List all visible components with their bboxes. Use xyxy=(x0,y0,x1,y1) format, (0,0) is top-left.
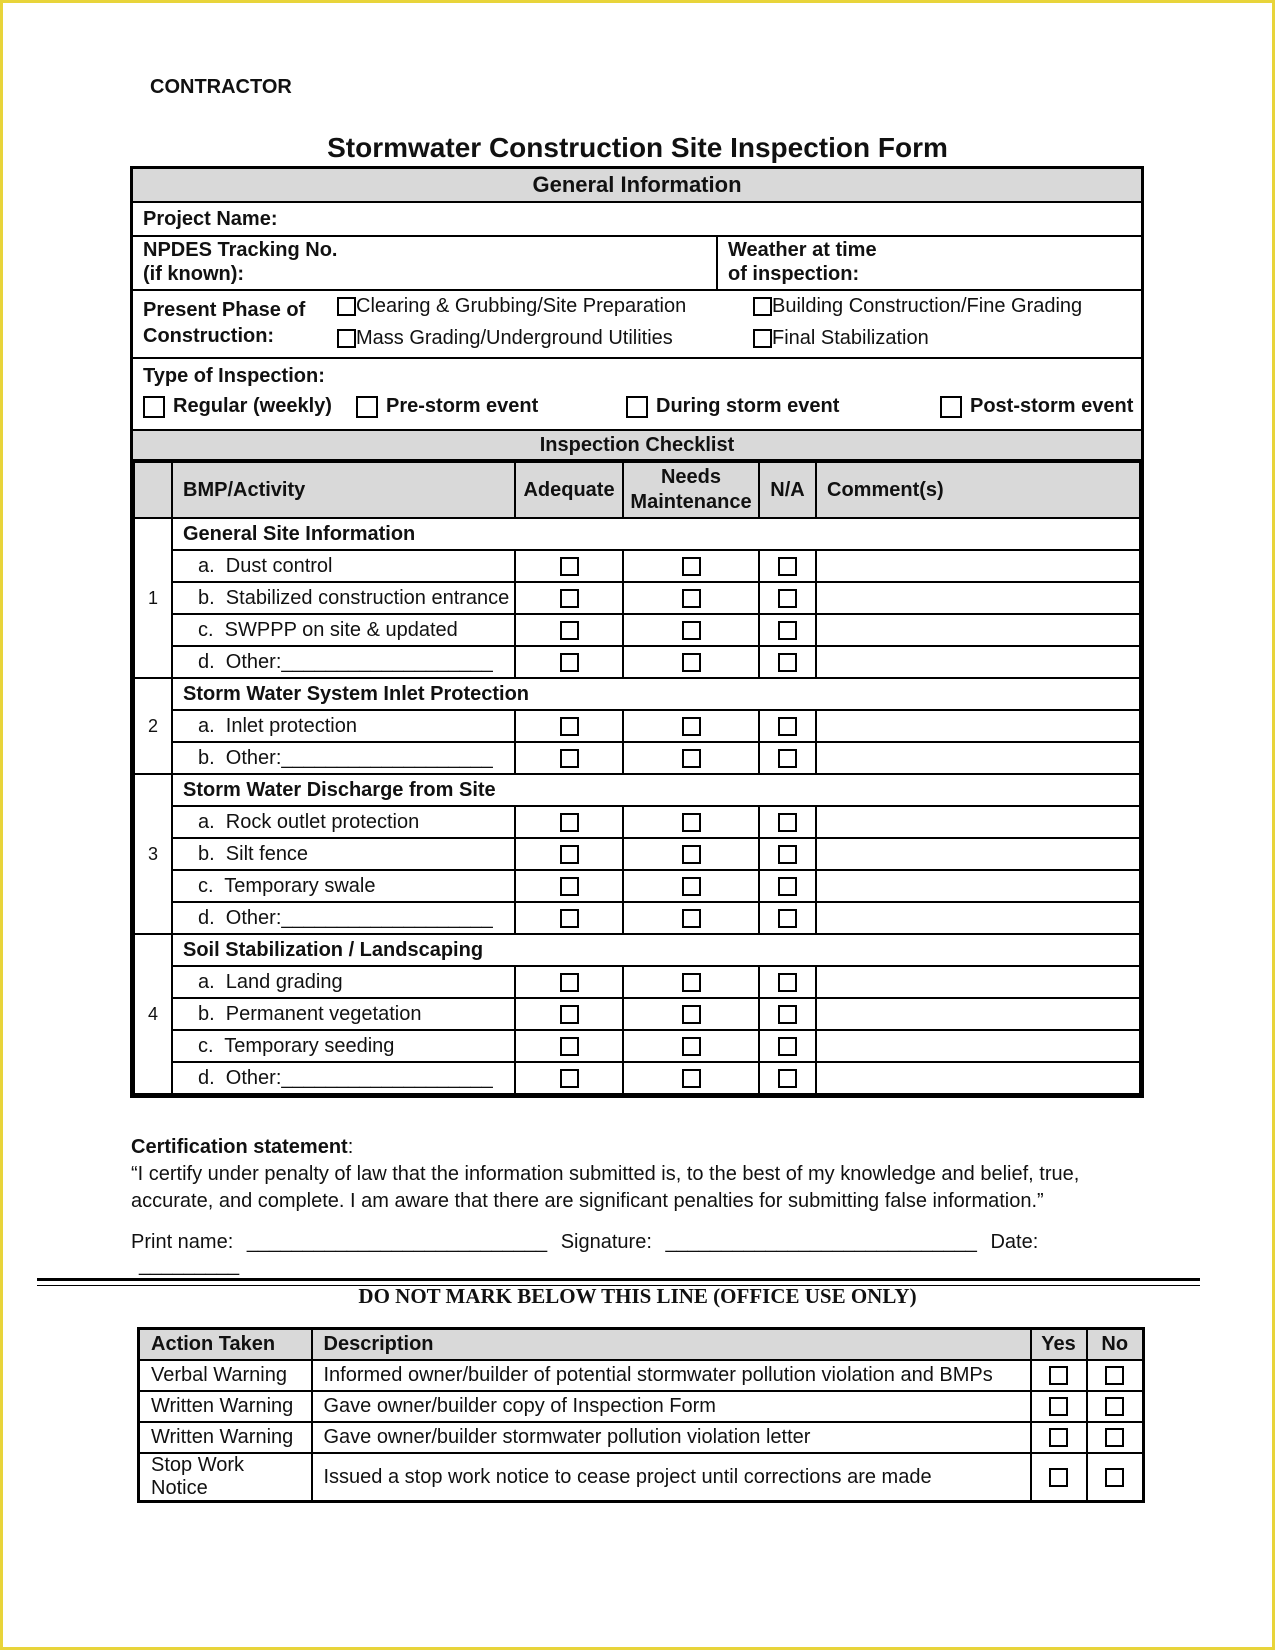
checklist-item-row xyxy=(134,838,1140,870)
checklist-item-row xyxy=(134,646,1140,678)
checklist-body xyxy=(134,518,1140,1094)
checkbox[interactable] xyxy=(778,589,797,608)
na-cell xyxy=(759,1030,816,1062)
adequate-cell xyxy=(515,1030,623,1062)
checklist-item-row xyxy=(134,1062,1140,1094)
checkbox[interactable] xyxy=(1049,1366,1068,1385)
adequate-cell xyxy=(515,806,623,838)
checklist-item-label: c. SWPPP on site & updated xyxy=(172,614,515,646)
npdes-label-line2: (if known): xyxy=(143,263,245,285)
comment-field[interactable] xyxy=(816,742,1140,774)
npdes-label-line1: NPDES Tracking No. xyxy=(143,239,338,261)
needs-maintenance-cell xyxy=(623,806,759,838)
group-number: 3 xyxy=(134,774,172,934)
na-cell xyxy=(759,902,816,934)
comment-field[interactable] xyxy=(816,582,1140,614)
checkbox[interactable] xyxy=(778,749,797,768)
group-title: General Site Information xyxy=(172,518,1140,550)
description-cell: Gave owner/builder stormwater pollution violation letter xyxy=(312,1422,1031,1453)
date-field[interactable]: _________ xyxy=(139,1254,240,1276)
checkbox[interactable] xyxy=(778,1037,797,1056)
comments-header: Comment(s) xyxy=(816,462,1140,518)
needs-maintenance-cell xyxy=(623,998,759,1030)
needs-maintenance-cell xyxy=(623,742,759,774)
checkbox[interactable] xyxy=(682,877,701,896)
checklist-item-label: a. Rock outlet protection xyxy=(172,806,515,838)
checkbox[interactable] xyxy=(560,653,579,672)
checkbox[interactable] xyxy=(778,813,797,832)
comment-field[interactable] xyxy=(816,1030,1140,1062)
checklist-item-label: d. Other:___________________ xyxy=(172,1062,515,1094)
checkbox[interactable] xyxy=(778,653,797,672)
weather-field[interactable] xyxy=(718,237,887,289)
adequate-cell xyxy=(515,1062,623,1094)
office-header-row xyxy=(139,1329,1144,1361)
comment-field[interactable] xyxy=(816,806,1140,838)
weather-label-line1: Weather at time xyxy=(728,239,877,261)
comment-field[interactable] xyxy=(816,710,1140,742)
na-cell xyxy=(759,1062,816,1094)
phase-option-final-stabilization[interactable]: Final Stabilization xyxy=(753,327,929,350)
checklist-item-row xyxy=(134,710,1140,742)
checklist-item-row xyxy=(134,870,1140,902)
needs-maintenance-cell xyxy=(623,870,759,902)
group-title: Storm Water Discharge from Site xyxy=(172,774,1140,806)
checkbox[interactable] xyxy=(682,621,701,640)
type-option-post-storm[interactable]: Post-storm event xyxy=(940,395,1133,418)
comment-field[interactable] xyxy=(816,998,1140,1030)
na-cell xyxy=(759,614,816,646)
checkbox[interactable] xyxy=(1105,1468,1124,1487)
signature-field[interactable]: ____________________________ xyxy=(665,1231,977,1253)
action-taken-header: Action Taken xyxy=(139,1329,312,1361)
description-header: Description xyxy=(312,1329,1031,1361)
inspection-type-row xyxy=(133,359,1141,431)
na-cell xyxy=(759,806,816,838)
checklist-item-label: d. Other:___________________ xyxy=(172,646,515,678)
group-number: 2 xyxy=(134,678,172,774)
group-number: 1 xyxy=(134,518,172,678)
certification-label: Certification statement xyxy=(131,1136,348,1158)
phase-option-clearing[interactable]: Clearing & Grubbing/Site Preparation xyxy=(337,295,686,318)
checkbox[interactable] xyxy=(560,973,579,992)
office-row xyxy=(139,1422,1144,1453)
description-cell: Issued a stop work notice to cease project until corrections are made xyxy=(312,1453,1031,1502)
office-row xyxy=(139,1360,1144,1391)
checkbox[interactable] xyxy=(753,297,772,316)
checkbox[interactable] xyxy=(682,909,701,928)
checkbox[interactable] xyxy=(560,717,579,736)
certification-colon: : xyxy=(347,1136,354,1158)
group-title: Soil Stabilization / Landscaping xyxy=(172,934,1140,966)
checklist-item-row xyxy=(134,742,1140,774)
group-number: 4 xyxy=(134,934,172,1094)
needs-maintenance-cell xyxy=(623,710,759,742)
checkbox[interactable] xyxy=(682,653,701,672)
needs-maintenance-cell xyxy=(623,582,759,614)
needs-maintenance-cell xyxy=(623,1030,759,1062)
yes-cell xyxy=(1031,1391,1087,1422)
checklist-item-label: c. Temporary seeding xyxy=(172,1030,515,1062)
checkbox[interactable] xyxy=(778,621,797,640)
na-cell xyxy=(759,838,816,870)
checkbox[interactable] xyxy=(356,396,378,418)
checkbox[interactable] xyxy=(560,1005,579,1024)
needs-maintenance-cell xyxy=(623,1062,759,1094)
checkbox[interactable] xyxy=(682,557,701,576)
checkbox[interactable] xyxy=(143,396,165,418)
checkbox[interactable] xyxy=(682,1037,701,1056)
checkbox[interactable] xyxy=(560,813,579,832)
weather-label-line2: of inspection: xyxy=(728,263,860,285)
group-title-row xyxy=(134,774,1140,806)
checkbox[interactable] xyxy=(337,329,356,348)
adequate-cell xyxy=(515,742,623,774)
yes-header: Yes xyxy=(1031,1329,1087,1361)
print-name-field[interactable]: ___________________________ xyxy=(246,1231,548,1253)
comment-field[interactable] xyxy=(816,966,1140,998)
checkbox[interactable] xyxy=(682,717,701,736)
needs-maintenance-cell xyxy=(623,902,759,934)
contractor-label: CONTRACTOR xyxy=(150,76,292,98)
needs-maintenance-cell xyxy=(623,550,759,582)
checkbox[interactable] xyxy=(778,557,797,576)
checkbox[interactable] xyxy=(682,589,701,608)
action-taken-cell: Verbal Warning xyxy=(139,1360,312,1391)
comment-field[interactable] xyxy=(816,902,1140,934)
adequate-cell xyxy=(515,902,623,934)
needs-maintenance-cell xyxy=(623,838,759,870)
type-option-pre-storm[interactable]: Pre-storm event xyxy=(356,395,538,418)
activity-header: BMP/Activity xyxy=(172,462,515,518)
adequate-cell xyxy=(515,710,623,742)
adequate-cell xyxy=(515,582,623,614)
phase-option-mass-grading[interactable]: Mass Grading/Underground Utilities xyxy=(337,327,673,350)
checklist-item-row xyxy=(134,902,1140,934)
checkbox[interactable] xyxy=(682,845,701,864)
inspection-form-frame xyxy=(130,166,1144,1098)
na-cell xyxy=(759,646,816,678)
separator-line xyxy=(37,1278,1200,1281)
checkbox[interactable] xyxy=(1105,1366,1124,1385)
checklist-item-label: a. Land grading xyxy=(172,966,515,998)
description-cell: Gave owner/builder copy of Inspection Form xyxy=(312,1391,1031,1422)
checkbox[interactable] xyxy=(560,621,579,640)
checkbox[interactable] xyxy=(778,845,797,864)
phase-label-line1: Present Phase of xyxy=(143,299,306,321)
checklist-item-row xyxy=(134,966,1140,998)
needs-maintenance-cell xyxy=(623,614,759,646)
na-header: N/A xyxy=(759,462,816,518)
phase-option-building[interactable]: Building Construction/Fine Grading xyxy=(753,295,1082,318)
checkbox[interactable] xyxy=(753,329,772,348)
na-cell xyxy=(759,998,816,1030)
checkbox[interactable] xyxy=(778,717,797,736)
inspection-type-label: Type of Inspection: xyxy=(143,365,325,387)
adequate-cell xyxy=(515,614,623,646)
checkbox[interactable] xyxy=(560,589,579,608)
checkbox[interactable] xyxy=(778,1069,797,1088)
needs-maintenance-cell xyxy=(623,646,759,678)
checklist-item-label: c. Temporary swale xyxy=(172,870,515,902)
checklist-item-row xyxy=(134,550,1140,582)
checklist-header-row xyxy=(134,462,1140,518)
checkbox[interactable] xyxy=(778,973,797,992)
checkbox[interactable] xyxy=(560,1037,579,1056)
project-name-label: Project Name: xyxy=(143,208,278,230)
checkbox[interactable] xyxy=(560,557,579,576)
phase-row xyxy=(133,291,1141,359)
group-title-row xyxy=(134,518,1140,550)
checkbox[interactable] xyxy=(560,845,579,864)
action-taken-cell: Written Warning xyxy=(139,1422,312,1453)
checklist-item-label: d. Other:___________________ xyxy=(172,902,515,934)
adequate-cell xyxy=(515,870,623,902)
group-number-header xyxy=(134,462,172,518)
na-cell xyxy=(759,582,816,614)
checkbox[interactable] xyxy=(1105,1397,1124,1416)
group-title-row xyxy=(134,934,1140,966)
adequate-cell xyxy=(515,646,623,678)
checklist-table xyxy=(133,461,1141,1095)
na-cell xyxy=(759,550,816,582)
action-taken-cell: Stop Work Notice xyxy=(139,1453,312,1502)
yes-cell xyxy=(1031,1422,1087,1453)
adequate-cell xyxy=(515,998,623,1030)
project-name-row xyxy=(133,203,1141,237)
checklist-item-label: b. Permanent vegetation xyxy=(172,998,515,1030)
no-cell xyxy=(1087,1391,1144,1422)
checkbox[interactable] xyxy=(682,1005,701,1024)
na-cell xyxy=(759,710,816,742)
office-use-table xyxy=(137,1327,1145,1503)
checklist-item-label: b. Silt fence xyxy=(172,838,515,870)
checkbox[interactable] xyxy=(560,877,579,896)
page-title: Stormwater Construction Site Inspection Form xyxy=(327,132,948,163)
checklist-item-label: b. Other:___________________ xyxy=(172,742,515,774)
comment-field[interactable] xyxy=(816,614,1140,646)
signature-label: Signature: xyxy=(560,1231,652,1253)
checkbox[interactable] xyxy=(778,1005,797,1024)
checklist-item-label: b. Stabilized construction entrance xyxy=(172,582,515,614)
description-cell: Informed owner/builder of potential stormwater pollution violation and BMPs xyxy=(312,1360,1031,1391)
na-cell xyxy=(759,742,816,774)
checkbox[interactable] xyxy=(560,1069,579,1088)
checkbox[interactable] xyxy=(778,909,797,928)
checkbox[interactable] xyxy=(682,749,701,768)
office-body xyxy=(139,1360,1144,1502)
checkbox[interactable] xyxy=(1049,1397,1068,1416)
checkbox[interactable] xyxy=(1105,1428,1124,1447)
group-title-row xyxy=(134,678,1140,710)
print-name-label: Print name: xyxy=(131,1231,234,1253)
checklist-item-row xyxy=(134,614,1140,646)
checklist-item-label: a. Inlet protection xyxy=(172,710,515,742)
phase-label xyxy=(133,291,315,357)
date-label: Date: xyxy=(990,1231,1039,1253)
npdes-weather-row xyxy=(133,237,1141,291)
no-header: No xyxy=(1087,1329,1144,1361)
signature-line xyxy=(131,1231,1145,1277)
checklist-heading: Inspection Checklist xyxy=(133,431,1141,461)
checklist-item-row xyxy=(134,582,1140,614)
checkbox[interactable] xyxy=(626,396,648,418)
adequate-cell xyxy=(515,550,623,582)
checkbox[interactable] xyxy=(682,1069,701,1088)
checklist-item-row xyxy=(134,998,1140,1030)
checkbox[interactable] xyxy=(560,909,579,928)
needs-maintenance-cell xyxy=(623,966,759,998)
comment-field[interactable] xyxy=(816,646,1140,678)
checkbox[interactable] xyxy=(337,297,356,316)
comment-field[interactable] xyxy=(816,870,1140,902)
npdes-field[interactable] xyxy=(133,237,718,289)
certification-text: “I certify under penalty of law that the information submitted is, to the best of my knowledge and belief, true, accurate, and complete. I am aware that there are significant penalties for submitting false information.” xyxy=(131,1163,1080,1212)
certification-block xyxy=(131,1134,1141,1215)
yes-cell xyxy=(1031,1453,1087,1502)
office-use-notice: DO NOT MARK BELOW THIS LINE (OFFICE USE ONLY) xyxy=(358,1284,917,1308)
yes-cell xyxy=(1031,1360,1087,1391)
type-option-regular[interactable]: Regular (weekly) xyxy=(143,395,332,418)
na-cell xyxy=(759,870,816,902)
checkbox[interactable] xyxy=(1049,1468,1068,1487)
checkbox[interactable] xyxy=(940,396,962,418)
checkbox[interactable] xyxy=(682,973,701,992)
adequate-cell xyxy=(515,966,623,998)
office-row xyxy=(139,1453,1144,1502)
na-cell xyxy=(759,966,816,998)
checkbox[interactable] xyxy=(778,877,797,896)
needs-maintenance-header: Needs Maintenance xyxy=(623,462,759,518)
checklist-item-row xyxy=(134,806,1140,838)
adequate-cell xyxy=(515,838,623,870)
general-info-heading: General Information xyxy=(133,169,1141,203)
type-option-during-storm[interactable]: During storm event xyxy=(626,395,839,418)
checklist-item-label: a. Dust control xyxy=(172,550,515,582)
comment-field[interactable] xyxy=(816,838,1140,870)
action-taken-cell: Written Warning xyxy=(139,1391,312,1422)
checklist-item-row xyxy=(134,1030,1140,1062)
comment-field[interactable] xyxy=(816,550,1140,582)
checkbox[interactable] xyxy=(1049,1428,1068,1447)
comment-field[interactable] xyxy=(816,1062,1140,1094)
adequate-header: Adequate xyxy=(515,462,623,518)
no-cell xyxy=(1087,1453,1144,1502)
phase-label-line2: Construction: xyxy=(143,325,275,347)
office-row xyxy=(139,1391,1144,1422)
group-title: Storm Water System Inlet Protection xyxy=(172,678,1140,710)
checkbox[interactable] xyxy=(560,749,579,768)
no-cell xyxy=(1087,1360,1144,1391)
no-cell xyxy=(1087,1422,1144,1453)
checkbox[interactable] xyxy=(682,813,701,832)
